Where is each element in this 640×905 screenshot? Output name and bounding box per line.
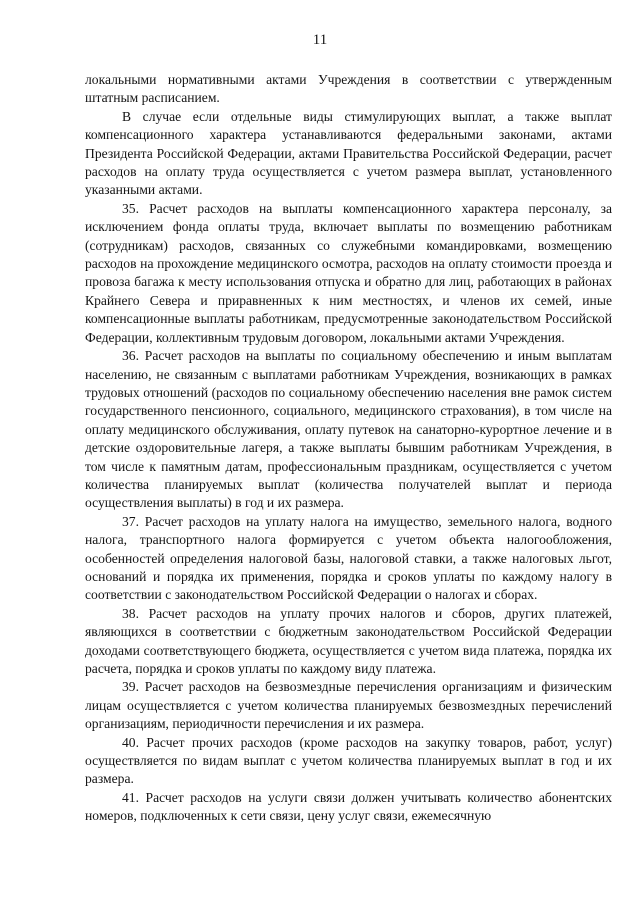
paragraph-37: 37. Расчет расходов на уплату налога на имущество, земельного налога, водного налога, транспортного налога формируется с учетом объекта налогообложения, особенностей определения налоговой базы, налоговой ставки, а также налоговых льгот, оснований и порядка их применения, порядка и сроков уплаты по каждому налогу в соответствии с законодательством Российской Федерации о налогах и сборах. xyxy=(85,513,612,603)
paragraph-41: 41. Расчет расходов на услуги связи должен учитывать количество абонентских номеров, подключенных к сети связи, цену услуг связи, ежемесячную xyxy=(85,789,612,824)
paragraph-39: 39. Расчет расходов на безвозмездные перечисления организациям и физическим лицам осуществляется с учетом количества планируемых безвозмездных перечислений организациям, периодичности перечисления и их размера. xyxy=(85,679,612,732)
paragraph-38: 38. Расчет расходов на уплату прочих налогов и сборов, других платежей, являющихся в соответствии с бюджетным законодательством Российской Федерации доходами соответствующего бюджета, осуществляется с учетом вида платежа, порядка их расчета, порядка и сроков уплаты по каждому виду платежа. xyxy=(85,605,612,676)
paragraph-36: 36. Расчет расходов на выплаты по социальному обеспечению и иным выплатам населению, не связанным с выплатами работникам Учреждения, возникающих в рамках трудовых отношений (расходов по социальному обеспечению населения вне рамок систем государственного пенсионного, социального, медицинского страхования), в том числе на оплату медицинского обслуживания, оплату путевок на санаторно-курортное лечение и в детские оздоровительные лагеря, а также выплаты бывшим работникам Учреждения, в том числе к памятным датам, профессиональным праздникам, осуществляется с учетом количества планируемых выплат (количества получателей выплат и периода осуществления выплаты) в год и их размера. xyxy=(85,348,612,511)
paragraph-stimulating-payments: В случае если отдельные виды стимулирующих выплат, а также выплат компенсационного характера устанавливаются федеральными законами, актами Президента Российской Федерации, актами Правительства Российской Федерации, расчет расходов на оплату труда осуществляется с учетом размера выплат, установленного указанными актами. xyxy=(85,108,612,198)
document-body xyxy=(85,71,612,826)
page-number: 11 xyxy=(312,32,328,48)
paragraph-40: 40. Расчет прочих расходов (кроме расходов на закупку товаров, работ, услуг) осуществляется по видам выплат с учетом количества планируемых выплат в год и их размера. xyxy=(85,734,612,787)
paragraph-35: 35. Расчет расходов на выплаты компенсационного характера персоналу, за исключением фонда оплаты труда, включает выплаты по возмещению работникам (сотрудникам) расходов, связанных со служебными командировками, возмещению расходов на прохождение медицинского осмотра, расходов на оплату стоимости проезда и провоза багажа к месту использования отпуска и обратно для лиц, работающих в районах Крайнего Севера и приравненных к ним местностях, и членов их семей, иные компенсационные выплаты работникам, предусмотренные законодательством Российской Федерации, коллективным трудовым договором, локальными актами Учреждения. xyxy=(85,200,612,345)
paragraph-continuation: локальными нормативными актами Учреждения в соответствии с утвержденным штатным расписанием. xyxy=(85,72,612,106)
